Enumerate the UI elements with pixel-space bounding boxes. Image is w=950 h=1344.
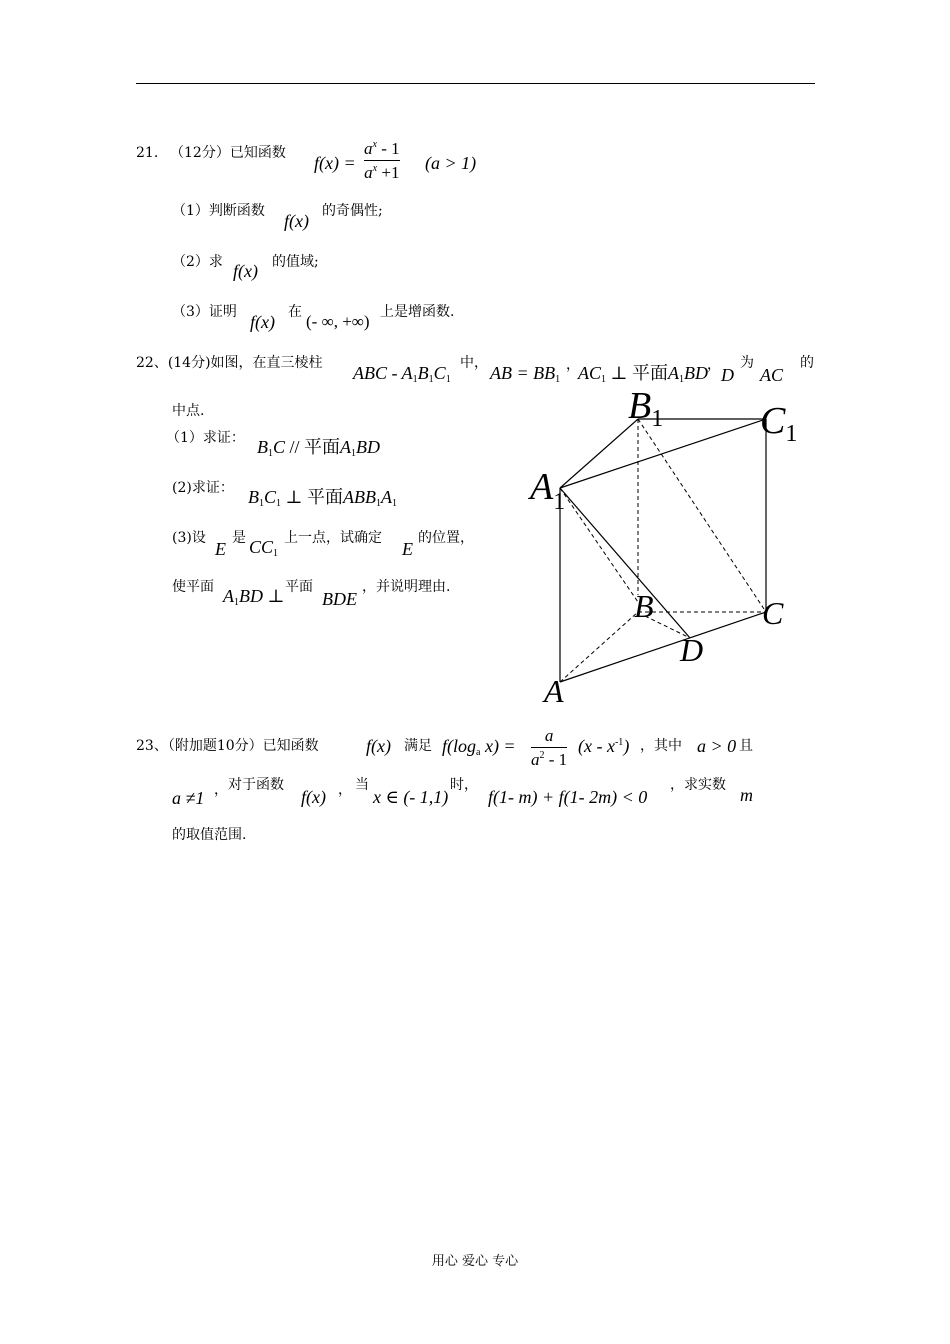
q22-part2-math: $B_1C_1$ ⊥ 平面$ABB_1A_1$: [248, 487, 397, 509]
edge-A1D: [560, 488, 690, 638]
q21-fraction: $a^x - 1$ $a^x +1$: [364, 139, 400, 182]
q23-a-neq: a ≠1: [172, 788, 205, 808]
q22-comma1: ，: [566, 357, 580, 373]
label-B: B: [634, 588, 654, 624]
q21-number: 21.: [136, 145, 159, 161]
q23-comma2: ，: [338, 782, 352, 798]
q22-part3-tail: ，并说明理由.: [362, 579, 451, 595]
edge-AB-hidden: [560, 612, 638, 682]
q23-rhs: $(x - x^{-1})$: [578, 736, 630, 756]
q22-zhong: 中，: [460, 355, 488, 371]
q22-part3-E: E: [215, 539, 226, 559]
q22-number: 22、(14分)如图，在直三棱柱: [136, 355, 323, 371]
q21-score: （12分）已知函数: [170, 145, 286, 161]
label-B1: $B_1$: [628, 385, 664, 432]
q21-condition: (a > 1): [425, 153, 477, 173]
q21-part2-tail: 的值域;: [272, 254, 319, 270]
q23-dang: 当: [355, 777, 369, 793]
q22-part2-text: (2)求证：: [172, 480, 234, 496]
label-D: D: [680, 632, 704, 668]
q21-part3-text: （3）证明: [172, 304, 237, 320]
q23-func2: f(x): [301, 787, 326, 807]
q22-part1-math: $B_1C$ // 平面$A_1BD$: [257, 437, 381, 459]
q22-part3-E2: E: [402, 539, 413, 559]
label-C1: $C_1$: [760, 400, 798, 447]
q23-mz: 满足: [404, 738, 432, 754]
q23-qiu: ，求实数: [670, 777, 726, 793]
q22-part3-plane1: $A_1BD$ ⊥: [223, 586, 285, 608]
q21-part3-zai: 在: [288, 304, 302, 320]
q21-part3-tail: 上是增函数.: [380, 304, 455, 320]
q23-inequality: f(1- m) + f(1- 2m) < 0: [488, 787, 648, 807]
q23-shi: 时，: [450, 777, 478, 793]
q22-wei: 为: [740, 355, 754, 371]
q22-midpoint: 中点.: [172, 403, 205, 419]
q23-a-positive: a > 0: [697, 736, 737, 756]
edge-AC: [560, 612, 766, 682]
q22-AC: AC: [760, 365, 784, 385]
q21-part3-interval: (- ∞, +∞): [306, 312, 370, 331]
q21-part1-text: （1）判断函数: [172, 203, 265, 219]
q22-D: D: [721, 365, 734, 385]
q22-part3-line2: 使平面: [172, 579, 214, 595]
q22-part3-BDE: BDE: [322, 589, 357, 609]
q22-part3-shi: 是: [232, 530, 246, 546]
q23-func1: f(x): [366, 736, 391, 756]
q23-range: 的取值范围.: [172, 827, 247, 843]
q22-equality: AB = $BB_1$: [490, 363, 561, 385]
q21-part1-tail: 的奇偶性;: [322, 203, 383, 219]
label-A: A: [544, 673, 564, 709]
q22-perp-cond: $AC_1$ ⊥ 平面$A_1BD$: [578, 363, 708, 385]
label-A1: $A_1$: [530, 466, 566, 515]
edge-A1B-hidden: [560, 488, 638, 602]
q22-part3-pm: 平面: [285, 579, 313, 595]
q22-comma2: ，: [707, 357, 721, 373]
q21-part3-func: f(x): [250, 312, 275, 332]
q23-lhs: $f(\log_a$ x) =: [442, 736, 516, 758]
q22-prism: ABC - $A_1B_1C_1$: [353, 363, 451, 385]
q23-m: m: [740, 785, 753, 805]
q21-part1-func: f(x): [284, 211, 309, 231]
q22-part3-mid: 上一点，试确定: [284, 530, 382, 546]
q23-duiyu: 对于函数: [228, 777, 284, 793]
footer: 用心 爱心 专心: [431, 1254, 519, 1269]
q23-qizhong: ，其中: [640, 738, 682, 754]
q23-x-in: x ∈ (- 1,1): [373, 787, 449, 807]
q22-part3-pos: 的位置，: [418, 530, 474, 546]
q21-part2-func: f(x): [233, 261, 258, 281]
edge-B1C-hidden: [638, 419, 766, 612]
q22-part1-text: （1）求证：: [166, 430, 245, 446]
q23-comma1: ，: [214, 782, 228, 798]
edge-A1B1: [560, 419, 638, 488]
q22-part3-CC: $CC_1$: [249, 537, 279, 559]
q21-func-lhs: f(x) =: [314, 153, 356, 173]
label-C: C: [762, 595, 784, 631]
q23-qie: 且: [739, 738, 753, 754]
q22-de: 的: [800, 355, 814, 371]
q21-part2-text: （2）求: [172, 254, 223, 270]
q22-part3-text: (3)设: [172, 530, 206, 546]
q23-fraction: a $a^2 - 1$: [531, 726, 568, 769]
q23-number: 23、（附加题10分）已知函数: [136, 738, 319, 754]
